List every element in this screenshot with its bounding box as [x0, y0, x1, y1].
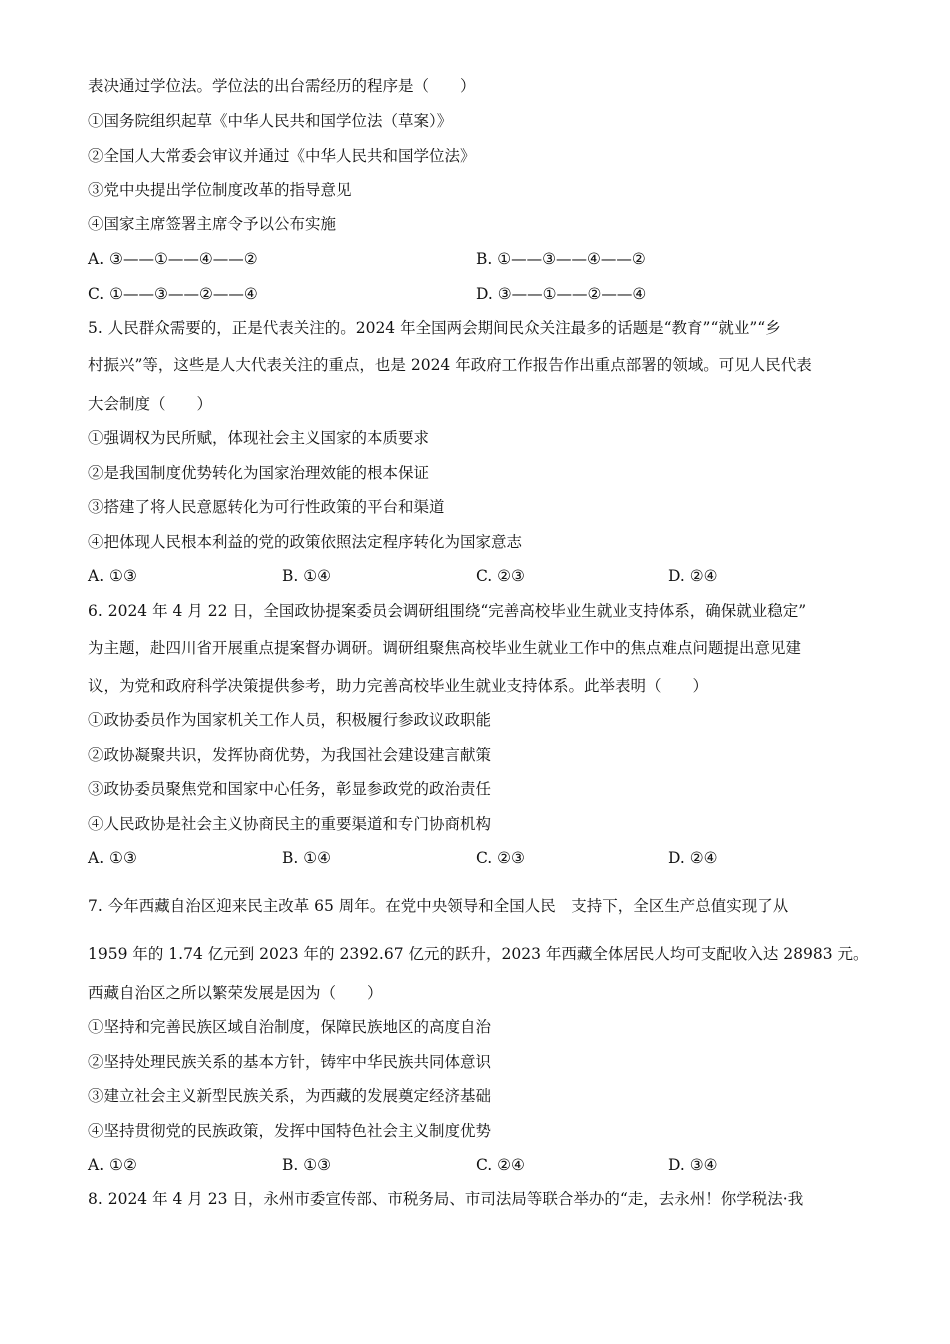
q5-option-d: D. ②④	[668, 567, 718, 585]
q7-item-4: ④坚持贯彻党的民族政策，发挥中国特色社会主义制度优势	[88, 1122, 492, 1140]
q4-item-3: ③党中央提出学位制度改革的指导意见	[88, 181, 352, 199]
q5-stem-line-2: 村振兴”等，这些是人大代表关注的重点，也是 2024 年政府工作报告作出重点部署的领域。可见人民代表	[88, 356, 812, 374]
q4-stem-tail: 表决通过学位法。学位法的出台需经历的程序是（ ）	[88, 77, 476, 95]
q7-stem-line-3: 西藏自治区之所以繁荣发展是因为（ ）	[88, 984, 383, 1002]
q6-option-c: C. ②③	[476, 849, 525, 867]
q4-option-c: C. ①——③——②——④	[88, 285, 258, 303]
q5-option-a: A. ①③	[88, 567, 137, 585]
q6-option-d: D. ②④	[668, 849, 718, 867]
q8-stem-line-1: 8. 2024 年 4 月 23 日，永州市委宣传部、市税务局、市司法局等联合举办的“走，去永州！你学税法·我	[88, 1190, 804, 1208]
q4-option-b: B. ①——③——④——②	[476, 250, 646, 268]
q7-item-3: ③建立社会主义新型民族关系，为西藏的发展奠定经济基础	[88, 1087, 492, 1105]
q6-option-b: B. ①④	[282, 849, 332, 867]
q7-item-2: ②坚持处理民族关系的基本方针，铸牢中华民族共同体意识	[88, 1053, 492, 1071]
q6-stem-line-2: 为主题，赴四川省开展重点提案督办调研。调研组聚焦高校毕业生就业工作中的焦点难点问题提出意见建	[88, 639, 802, 657]
q6-item-1: ①政协委员作为国家机关工作人员，积极履行参政议政职能	[88, 711, 492, 729]
q6-item-4: ④人民政协是社会主义协商民主的重要渠道和专门协商机构	[88, 815, 492, 833]
q7-stem-line-1: 7. 今年西藏自治区迎来民主改革 65 周年。在党中央领导和全国人民 支持下，全区生产总值实现了从	[88, 897, 789, 915]
q7-option-a: A. ①②	[88, 1156, 137, 1174]
q4-option-d: D. ③——①——②——④	[476, 285, 647, 303]
q5-item-2: ②是我国制度优势转化为国家治理效能的根本保证	[88, 464, 430, 482]
q6-option-a: A. ①③	[88, 849, 137, 867]
q5-item-3: ③搭建了将人民意愿转化为可行性政策的平台和渠道	[88, 498, 445, 516]
q6-item-3: ③政协委员聚焦党和国家中心任务，彰显参政党的政治责任	[88, 780, 492, 798]
q4-item-2: ②全国人大常委会审议并通过《中华人民共和国学位法》	[88, 147, 476, 165]
q7-item-1: ①坚持和完善民族区域自治制度，保障民族地区的高度自治	[88, 1018, 492, 1036]
q7-option-d: D. ③④	[668, 1156, 718, 1174]
q5-stem-line-3: 大会制度（ ）	[88, 395, 213, 413]
q4-item-1: ①国务院组织起草《中华人民共和国学位法（草案）》	[88, 112, 453, 130]
q7-option-c: C. ②④	[476, 1156, 525, 1174]
q5-option-b: B. ①④	[282, 567, 332, 585]
q6-item-2: ②政协凝聚共识，发挥协商优势，为我国社会建设建言献策	[88, 746, 492, 764]
q7-option-b: B. ①③	[282, 1156, 332, 1174]
q4-option-a: A. ③——①——④——②	[88, 250, 258, 268]
q4-item-4: ④国家主席签署主席令予以公布实施	[88, 215, 337, 233]
q5-item-1: ①强调权为民所赋，体现社会主义国家的本质要求	[88, 429, 430, 447]
q5-stem-line-1: 5. 人民群众需要的，正是代表关注的。2024 年全国两会期间民众关注最多的话题是“教育”“就业”“乡	[88, 319, 781, 337]
q6-stem-line-1: 6. 2024 年 4 月 22 日，全国政协提案委员会调研组围绕“完善高校毕业生就业支持体系，确保就业稳定”	[88, 602, 807, 620]
q5-option-c: C. ②③	[476, 567, 525, 585]
q7-stem-line-2: 1959 年的 1.74 亿元到 2023 年的 2392.67 亿元的跃升，2023 年西藏全体居民人均可支配收入达 28983 元。	[88, 945, 869, 963]
q5-item-4: ④把体现人民根本利益的党的政策依照法定程序转化为国家意志	[88, 533, 523, 551]
q6-stem-line-3: 议，为党和政府科学决策提供参考，助力完善高校毕业生就业支持体系。此举表明（ ）	[88, 677, 709, 695]
